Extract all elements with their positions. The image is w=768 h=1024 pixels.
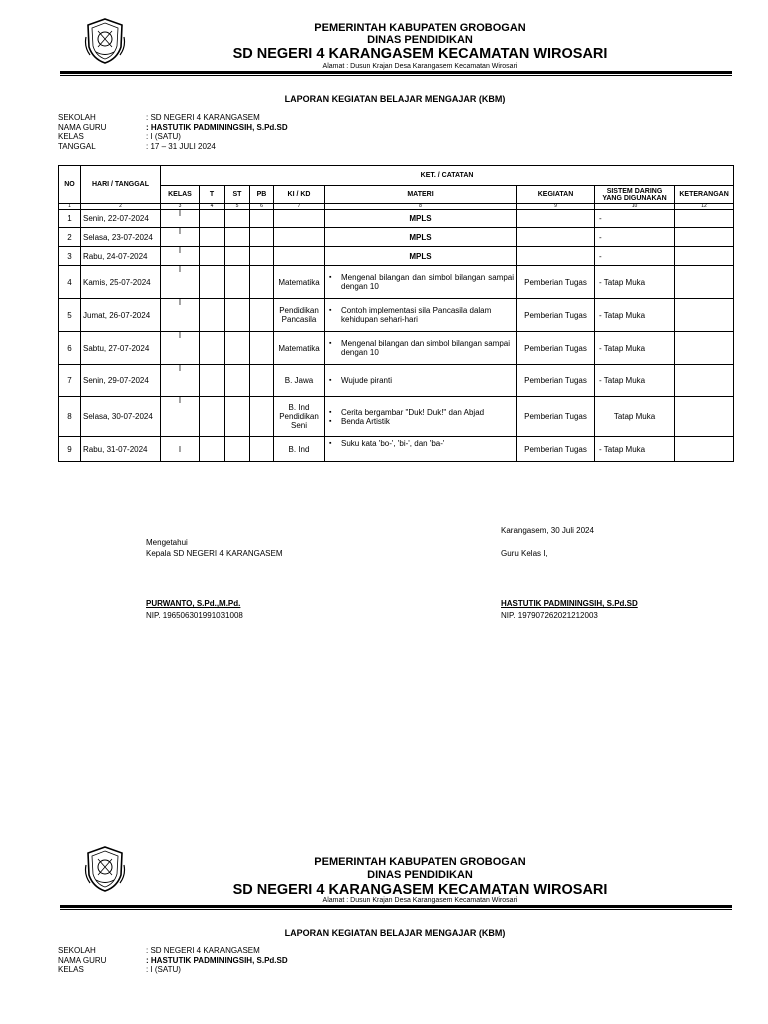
row-day-date: Rabu, 31-07-2024 — [81, 437, 161, 462]
letterhead-government: PEMERINTAH KABUPATEN GROBOGAN — [314, 22, 526, 34]
row-activity: Pemberian Tugas — [517, 437, 595, 462]
column-number: 5 — [225, 204, 250, 210]
teacher-name: HASTUTIK PADMININGSIH, S.Pd.SD — [501, 599, 638, 608]
row-activity: Pemberian Tugas — [517, 397, 595, 437]
row-online-system: - Tatap Muka — [595, 299, 675, 332]
row-activity: Pemberian Tugas — [517, 332, 595, 365]
row-no: 1 — [59, 210, 81, 228]
table-row — [59, 437, 734, 462]
table-row — [59, 365, 734, 397]
row-activity: Pemberian Tugas — [517, 365, 595, 397]
header-online-system: SISTEM DARING YANG DIGUNAKAN — [595, 186, 675, 204]
row-no: 7 — [59, 365, 81, 397]
header-remarks: KETERANGAN — [675, 186, 734, 204]
column-number: 4 — [200, 204, 225, 210]
row-material — [325, 437, 517, 462]
info-value: : HASTUTIK PADMININGSIH, S.Pd.SD — [146, 955, 288, 965]
header-st: ST — [225, 186, 250, 204]
column-number: 2 — [81, 204, 161, 210]
row-no: 6 — [59, 332, 81, 365]
signature-left-acknowledge: Mengetahui — [146, 538, 188, 547]
row-ki-kd: B. Ind Pendidikan Seni — [274, 397, 325, 437]
table-row — [59, 397, 734, 437]
info-value: : SD NEGERI 4 KARANGASEM — [146, 113, 260, 122]
row-day-date: Sabtu, 27-07-2024 — [81, 332, 161, 365]
info-value: : I (SATU) — [146, 965, 181, 974]
table-row — [59, 210, 734, 228]
signature-right-nip: NIP. 197907262021212003 — [501, 611, 598, 620]
signature-left-nip: NIP. 196506301991031008 — [146, 611, 243, 620]
row-day-date: Selasa, 30-07-2024 — [81, 397, 161, 437]
column-number: 9 — [517, 204, 595, 210]
row-activity — [517, 228, 595, 247]
row-day-date: Rabu, 24-07-2024 — [81, 247, 161, 266]
row-online-system: - Tatap Muka — [595, 365, 675, 397]
info-value: : 17 – 31 JULI 2024 — [146, 141, 216, 151]
row-activity — [517, 247, 595, 266]
letterhead-school: SD NEGERI 4 KARANGASEM KECAMATAN WIROSARI — [232, 46, 608, 62]
table-row — [59, 247, 734, 266]
header-no: NO — [59, 166, 81, 204]
row-online-system: Tatap Muka — [595, 397, 675, 437]
row-material — [325, 397, 517, 437]
material-item: ▪ Mengenal bilangan dan simbol bilangan sampai dengan 10 — [341, 339, 514, 357]
principal-name: PURWANTO, S.Pd.,M.Pd. — [146, 599, 241, 608]
material-item: ▪ Contoh implementasi sila Pancasila dalam kehidupan sehari-hari — [341, 306, 514, 324]
header-t: T — [200, 186, 225, 204]
row-no: 3 — [59, 247, 81, 266]
row-class: I — [161, 365, 200, 397]
row-online-system: - Tatap Muka — [595, 266, 675, 299]
letterhead-government: PEMERINTAH KABUPATEN GROBOGAN — [314, 856, 526, 868]
row-day-date: Senin, 22-07-2024 — [81, 210, 161, 228]
regency-crest-icon — [84, 17, 126, 65]
row-no: 2 — [59, 228, 81, 247]
info-label: NAMA GURU — [58, 122, 107, 132]
table-row — [59, 266, 734, 299]
letterhead-rule-thin — [60, 75, 732, 76]
material-item: ▪ Suku kata 'bo-', 'bi-', dan 'ba-' — [341, 439, 514, 448]
header-day-date: HARI / TANGGAL — [81, 166, 161, 204]
letterhead-school: SD NEGERI 4 KARANGASEM KECAMATAN WIROSARI — [232, 882, 608, 898]
row-day-date: Senin, 29-07-2024 — [81, 365, 161, 397]
letterhead-address: Alamat : Dusun Krajan Desa Karangasem Kecamatan Wirosari — [322, 63, 518, 70]
row-class: I — [161, 247, 200, 266]
row-material — [325, 332, 517, 365]
row-online-system: - — [595, 210, 675, 228]
row-ki-kd — [274, 228, 325, 247]
row-class: I — [161, 228, 200, 247]
row-material — [325, 266, 517, 299]
signature-left-title: Kepala SD NEGERI 4 KARANGASEM — [146, 549, 283, 558]
header-material: MATERI — [325, 186, 517, 204]
row-class: I — [161, 397, 200, 437]
letterhead-agency: DINAS PENDIDIKAN — [367, 869, 473, 881]
row-activity: Pemberian Tugas — [517, 266, 595, 299]
header-activity: KEGIATAN — [517, 186, 595, 204]
row-no: 9 — [59, 437, 81, 462]
info-label: TANGGAL — [58, 141, 96, 151]
row-day-date: Kamis, 25-07-2024 — [81, 266, 161, 299]
row-class: I — [161, 437, 200, 462]
material-item: ▪ Wujude piranti — [341, 376, 514, 385]
row-material: MPLS — [325, 210, 517, 228]
header-ki-kd: KI / KD — [274, 186, 325, 204]
info-label: SEKOLAH — [58, 113, 96, 122]
row-ki-kd — [274, 247, 325, 266]
kbm-table — [58, 165, 734, 462]
column-number: 7 — [274, 204, 325, 210]
letterhead-rule-thick — [60, 905, 732, 908]
letterhead-agency: DINAS PENDIDIKAN — [367, 34, 473, 46]
column-number: 1 — [59, 204, 81, 210]
row-ki-kd: B. Ind — [274, 437, 325, 462]
material-item: ▪ Cerita bergambar "Duk! Duk!" dan Abjad — [341, 408, 514, 417]
row-class: I — [161, 332, 200, 365]
row-ki-kd: B. Jawa — [274, 365, 325, 397]
table-row — [59, 228, 734, 247]
column-number: 6 — [250, 204, 274, 210]
column-number: 8 — [325, 204, 517, 210]
row-material: MPLS — [325, 228, 517, 247]
signature-right-title: Guru Kelas I, — [501, 549, 548, 558]
header-class: KELAS — [161, 186, 200, 204]
info-value: : I (SATU) — [146, 132, 181, 141]
row-material — [325, 299, 517, 332]
header-pb: PB — [250, 186, 274, 204]
row-online-system: - — [595, 247, 675, 266]
letterhead-address: Alamat : Dusun Krajan Desa Karangasem Kecamatan Wirosari — [322, 897, 518, 904]
signature-right-name — [501, 599, 638, 609]
column-number: 12 — [675, 204, 734, 210]
row-class: I — [161, 266, 200, 299]
row-material: MPLS — [325, 247, 517, 266]
table-row — [59, 332, 734, 365]
signature-left-name — [146, 599, 240, 609]
material-item: ▪ Benda Artistik — [341, 417, 514, 426]
info-label: SEKOLAH — [58, 946, 96, 955]
header-notes: KET. / CATATAN — [161, 166, 734, 186]
regency-crest-icon — [84, 845, 126, 893]
row-material — [325, 365, 517, 397]
row-no: 8 — [59, 397, 81, 437]
letterhead-rule-thin — [60, 909, 732, 910]
info-value: : SD NEGERI 4 KARANGASEM — [146, 946, 260, 955]
row-ki-kd: Matematika — [274, 332, 325, 365]
row-online-system: - Tatap Muka — [595, 332, 675, 365]
row-activity — [517, 210, 595, 228]
report-title: LAPORAN KEGIATAN BELAJAR MENGAJAR (KBM) — [284, 928, 506, 938]
column-number: 10 — [595, 204, 675, 210]
row-day-date: Jumat, 26-07-2024 — [81, 299, 161, 332]
signature-place-date: Karangasem, 30 Juli 2024 — [501, 526, 594, 535]
row-day-date: Selasa, 23-07-2024 — [81, 228, 161, 247]
row-online-system: - — [595, 228, 675, 247]
row-ki-kd: Pendidikan Pancasila — [274, 299, 325, 332]
table-row — [59, 299, 734, 332]
row-activity: Pemberian Tugas — [517, 299, 595, 332]
row-online-system: - Tatap Muka — [595, 437, 675, 462]
row-class: I — [161, 210, 200, 228]
letterhead-rule-thick — [60, 71, 732, 74]
row-ki-kd — [274, 210, 325, 228]
info-label: KELAS — [58, 965, 84, 974]
row-no: 5 — [59, 299, 81, 332]
info-label: KELAS — [58, 132, 84, 141]
report-title: LAPORAN KEGIATAN BELAJAR MENGAJAR (KBM) — [284, 94, 506, 104]
material-item: ▪ Mengenal bilangan dan simbol bilangan sampai dengan 10 — [341, 273, 514, 291]
info-label: NAMA GURU — [58, 955, 107, 965]
row-ki-kd: Matematika — [274, 266, 325, 299]
info-value: : HASTUTIK PADMININGSIH, S.Pd.SD — [146, 122, 288, 132]
row-no: 4 — [59, 266, 81, 299]
column-number: 3 — [161, 204, 200, 210]
row-class: I — [161, 299, 200, 332]
